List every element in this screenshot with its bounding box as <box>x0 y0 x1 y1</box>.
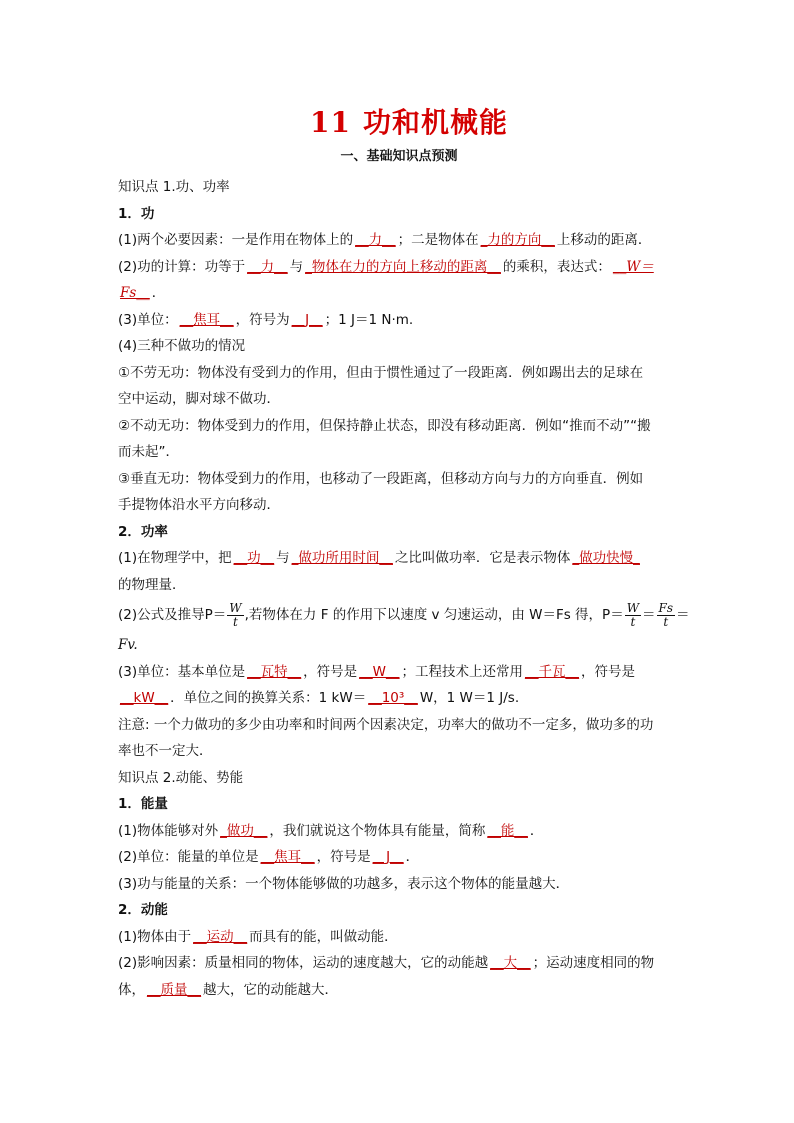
fraction-w-over-t: $\frac{W}{t}$ <box>626 600 640 629</box>
work-heading: 1．功 <box>118 205 155 222</box>
answer-blank: __瓦特__ <box>247 663 302 680</box>
answer-blank: __焦耳__ <box>260 849 315 865</box>
no-work-case-2-cont: 而未起”． <box>118 444 179 460</box>
page-title <box>138 101 680 141</box>
energy-item-2: (2)单位：能量的单位是 __焦耳__ ，符号是 __J__ ． <box>118 849 420 865</box>
work-item-2-cont: Fs__ ． <box>120 285 166 301</box>
answer-blank: __J__ <box>372 849 404 865</box>
power-item-3: (3)单位：基本单位是 __瓦特__ ，符号是 __W__ ；工程技术上还常用 __千瓦__ ，符号是 <box>118 663 635 680</box>
answer-blank: __焦耳__ <box>179 311 234 328</box>
work-item-4: (4)三种不做功的情况 <box>118 338 246 354</box>
energy-heading: 1．能量 <box>118 796 168 812</box>
work-item-2: (2)功的计算：功等于 __力__ 与 _物体在力的方向上移动的距离__ 的乘积，表达式： __W＝ <box>118 258 654 275</box>
answer-blank: __力__ <box>355 232 396 248</box>
work-item-1: (1)两个必要因素：一是作用在物体上的 __力__ ；二是物体在 _力的方向__ 上移动的距离． <box>118 232 652 248</box>
energy-item-3: (3)功与能量的关系：一个物体能够做的功越多，表示这个物体的能量越大． <box>118 875 570 892</box>
chapter-title: 功和机械能 <box>362 106 508 139</box>
answer-blank: __运动__ <box>193 928 248 945</box>
note-line: 注意: 一个力做功的多少由功率和时间两个因素决定，功率大的做功不一定多，做功多的功 <box>118 716 654 733</box>
section-subtitle: 一、基础知识点预测 <box>340 149 458 164</box>
kinetic-heading: 2．动能 <box>118 902 168 918</box>
work-item-3: (3)单位： __焦耳__ ，符号为 __J__ ；1 J＝1 N·m. <box>118 311 414 328</box>
power-item-1: (1)在物理学中，把 __功__ 与 _做功所用时间__ 之比叫做功率．它是表示物体 _做功快慢_ <box>118 550 640 566</box>
no-work-case-1: ①不劳无功：物体没有受到力的作用，但由于惯性通过了一段距离．例如踢出去的足球在 <box>118 364 644 381</box>
document-page <box>118 95 690 1003</box>
answer-blank: __10³__ <box>368 690 418 706</box>
answer-blank: __能__ <box>487 822 528 839</box>
answer-blank: _做功快慢_ <box>572 550 640 566</box>
power-item-2: (2)公式及推导P＝ $\frac{W}{t}$ ,若物体在力 F 的作用下以速度 v 匀速运动，由 W＝Fs 得，P＝ $\frac{W}{t}$ ＝ $\frac{Fs}{t}$ ＝ <box>118 600 690 629</box>
kinetic-item-1: (1)物体由于 __运动__ 而具有的能，叫做动能． <box>118 928 398 945</box>
power-item-3-cont: __kW__ ．单位之间的换算关系：1 kW＝ __10³__ W，1 W＝1 J/s. <box>120 690 520 706</box>
power-item-2-cont: Fv. <box>118 637 138 653</box>
answer-blank: Fs__ <box>120 285 150 301</box>
kinetic-item-2-cont: 体， __质量__ 越大，它的动能越大． <box>118 981 338 998</box>
fraction-fs-over-t: $\frac{Fs}{t}$ <box>658 600 674 629</box>
note-line-cont: 率也不一定大． <box>118 743 213 759</box>
kp2-heading: 知识点 2.动能、势能 <box>118 769 244 786</box>
answer-blank: _做功所用时间__ <box>291 550 393 566</box>
answer-blank: __千瓦__ <box>524 663 579 680</box>
fraction-w-over-t: $\frac{W}{t}$ <box>229 600 242 629</box>
no-work-case-2: ②不动无功：物体受到力的作用，但保持静止状态，即没有移动距离．例如“推而不动”“搬 <box>118 417 651 434</box>
answer-blank: __J__ <box>291 311 323 328</box>
answer-blank: __功__ <box>233 550 275 566</box>
answer-blank: _物体在力的方向上移动的距离__ <box>305 258 501 275</box>
power-heading: 2．功率 <box>118 523 168 540</box>
answer-blank: _做功__ <box>220 822 268 839</box>
answer-blank: __kW__ <box>120 690 169 706</box>
energy-item-1: (1)物体能够对外 _做功__ ，我们就说这个物体具有能量，简称 __能__ ． <box>118 822 544 839</box>
no-work-case-1-cont: 空中运动，脚对球不做功． <box>118 391 280 407</box>
no-work-case-3: ③垂直无功：物体受到力的作用，也移动了一段距离，但移动方向与力的方向垂直．例如 <box>118 470 644 487</box>
answer-blank: __力__ <box>247 258 288 275</box>
kp1-heading: 知识点 1.功、功率 <box>118 179 230 195</box>
answer-blank: _力的方向__ <box>480 232 555 248</box>
answer-blank: __W__ <box>359 663 400 680</box>
chapter-number: 11 <box>310 106 351 139</box>
power-item-1-cont: 的物理量． <box>118 576 186 593</box>
answer-blank: __W＝ <box>612 258 654 275</box>
no-work-case-3-cont: 手提物体沿水平方向移动． <box>118 497 280 513</box>
answer-blank: __大__ <box>490 955 531 971</box>
kinetic-item-2: (2)影响因素：质量相同的物体，运动的速度越大，它的动能越 __大__ ；运动速度相同的物 <box>118 955 655 971</box>
answer-blank: __质量__ <box>147 981 201 998</box>
